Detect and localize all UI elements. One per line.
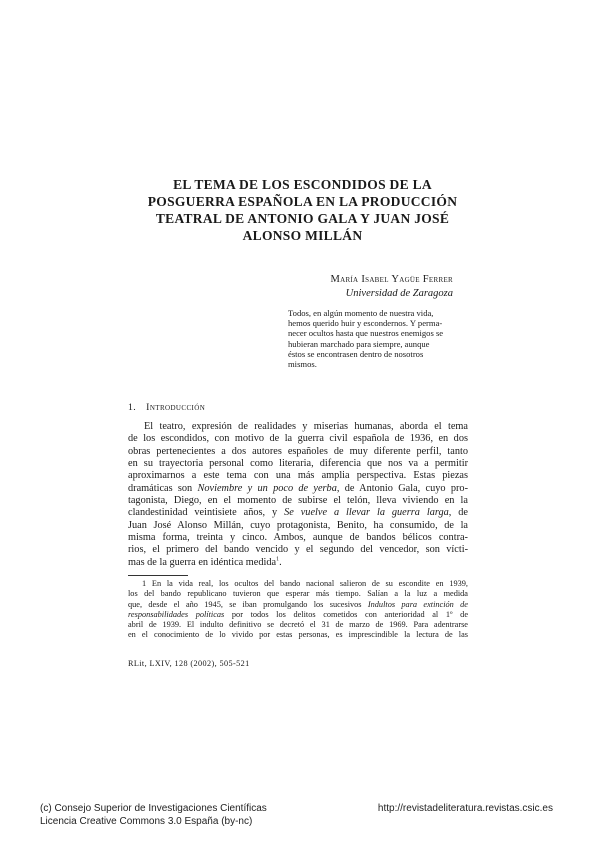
footnote-italic: responsabilidades políticas — [128, 609, 225, 619]
article-title — [110, 176, 495, 244]
body-text: clandestinidad veintisiete años, y — [128, 507, 278, 519]
author-name: María Isabel Yagüe Ferrer — [330, 274, 453, 285]
body-line: tagonista, Diego, en el momento de subirse el telón, lleva viviendo en la — [128, 495, 468, 507]
footnote-line — [128, 610, 468, 620]
section-number: 1. — [128, 402, 137, 413]
body-text: , de — [448, 507, 468, 519]
body-text: dramáticas son — [128, 482, 193, 494]
body-line: misma forma, treinta y cinco. Ambos, aunque de bandos bélicos contra- — [128, 532, 468, 544]
body-line — [128, 557, 468, 569]
footnote-line: 1 En la vida real, los ocultos del bando nacional salieron de su escondite en 1939, — [142, 579, 468, 588]
body-line: obras pertenecientes a dos autores españoles de muy diferente perfil, tanto — [128, 445, 468, 457]
title-line: POSGUERRA ESPAÑOLA EN LA PRODUCCIÓN — [147, 194, 458, 209]
body-text: . — [279, 556, 282, 568]
body-line: en su trayectoria personal como literaria, diferencia que nos va a permitir — [128, 458, 468, 470]
body-line — [128, 507, 468, 519]
license-copyright: (c) Consejo Superior de Investigaciones Científicas — [40, 803, 267, 814]
section-label: Introducción — [146, 402, 206, 413]
epigraph-line: Todos, en algún momento de nuestra vida, — [288, 308, 434, 318]
body-line: rios, el primero del bando vencido y el segundo del vencedor, son vícti- — [128, 544, 468, 556]
epigraph — [288, 308, 456, 369]
footnote-rule — [128, 575, 188, 576]
footnote — [128, 579, 468, 641]
work-title: Noviembre y un poco de yerba — [197, 482, 337, 494]
footnote-marker: 1 — [276, 556, 280, 563]
section-heading — [128, 402, 205, 413]
body-line: Juan José Alonso Millán, cuyo protagonista, Benito, ha consumido, de la — [128, 519, 468, 531]
footnote-text: por todos los delitos cometidos con anterioridad al 1º de — [231, 609, 469, 619]
license-footer — [40, 802, 267, 828]
body-paragraph — [128, 421, 468, 569]
body-text: mas de la guerra en idéntica medida — [128, 556, 277, 568]
title-line: ALONSO MILLÁN — [242, 228, 363, 243]
body-line: aproximarnos a este tema con una más amplia perspectiva. Estas piezas — [128, 470, 468, 482]
title-line: EL TEMA DE LOS ESCONDIDOS DE LA — [173, 177, 432, 192]
epigraph-line: hemos querido huir y escondernos. Y perma- — [288, 318, 443, 329]
footnote-line: abril de 1939. El indulto definitivo se decretó el 31 de marzo de 1969. Para adentrarse — [128, 620, 468, 630]
license-terms: Licencia Creative Commons 3.0 España (by-nc) — [40, 816, 253, 827]
author-block — [330, 273, 453, 301]
journal-citation: RLit, LXIV, 128 (2002), 505-521 — [128, 659, 250, 668]
body-line: El teatro, expresión de realidades y miserias humanas, aborda el tema — [144, 421, 468, 432]
epigraph-line: hubieran marchado para siempre, aunque — [288, 338, 430, 349]
epigraph-line: necer ocultos hasta que nuestros enemigos se — [288, 328, 444, 339]
work-title: Se vuelve a llevar la guerra larga — [284, 507, 449, 519]
body-line — [128, 483, 468, 495]
journal-url-link[interactable]: http://revistadeliteratura.revistas.csic.es — [377, 803, 553, 814]
footnote-line: en el conocimiento de lo vivido por estas personas, es imprescindible la lectura de las — [128, 630, 468, 640]
body-text: , de Antonio Gala, cuyo pro- — [336, 482, 469, 494]
footnote-line: los del bando republicano tuvieron que esperar más tiempo. Salían a la luz a medida — [128, 589, 468, 599]
body-line: de los escondidos, con motivo de la guerra civil española de 1936, en dos — [128, 433, 468, 445]
title-line: TEATRAL DE ANTONIO GALA Y JUAN JOSÉ — [155, 211, 450, 226]
epigraph-line: mismos. — [288, 359, 317, 370]
footnote-text: que, desde el año 1945, se iban promulgando los sucesivos — [128, 599, 362, 609]
epigraph-line: éstos se encontrasen dentro de nosotros — [288, 348, 424, 359]
footnote-italic: Indultos para extinción de — [367, 599, 468, 609]
footnote-line — [128, 600, 468, 610]
author-affiliation: Universidad de Zaragoza — [345, 288, 453, 299]
